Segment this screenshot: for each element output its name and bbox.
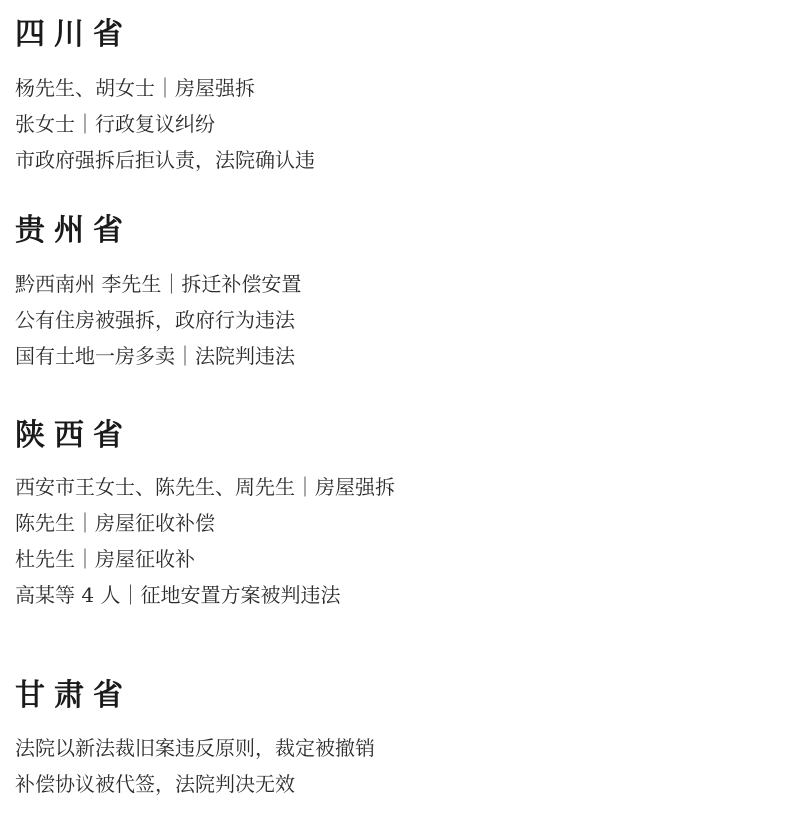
section-sichuan	[15, 17, 315, 178]
case-link[interactable]: 杜先生｜房屋征收补	[15, 547, 195, 571]
province-heading: 四川省	[15, 17, 132, 52]
case-link[interactable]: 张女士｜行政复议纠纷	[15, 112, 215, 136]
case-list	[15, 70, 315, 178]
section-guizhou	[15, 213, 301, 374]
case-link[interactable]: 黔西南州 李先生｜拆迁补偿安置	[15, 272, 302, 296]
case-link[interactable]: 高某等 4 人｜征地安置方案被判违法	[15, 583, 341, 607]
province-heading: 甘肃省	[15, 678, 132, 713]
case-link[interactable]: 市政府强拆后拒认责，法院确认违	[15, 148, 315, 172]
section-gansu	[15, 678, 375, 802]
case-link[interactable]: 陈先生｜房屋征收补偿	[15, 511, 215, 535]
case-link[interactable]: 西安市王女士、陈先生、周先生｜房屋强拆	[15, 475, 395, 499]
province-heading: 贵州省	[15, 213, 132, 248]
case-link[interactable]: 补偿协议被代签，法院判决无效	[15, 772, 295, 796]
case-link[interactable]: 公有住房被强拆，政府行为违法	[15, 308, 295, 332]
section-shaanxi	[15, 418, 395, 613]
case-list	[15, 730, 375, 802]
case-list	[15, 469, 395, 613]
province-heading: 陕西省	[15, 418, 132, 453]
case-link[interactable]: 国有土地一房多卖｜法院判违法	[15, 344, 295, 368]
case-link[interactable]: 杨先生、胡女士｜房屋强拆	[15, 76, 255, 100]
case-list	[15, 266, 301, 374]
case-link[interactable]: 法院以新法裁旧案违反原则，裁定被撤销	[15, 736, 375, 760]
